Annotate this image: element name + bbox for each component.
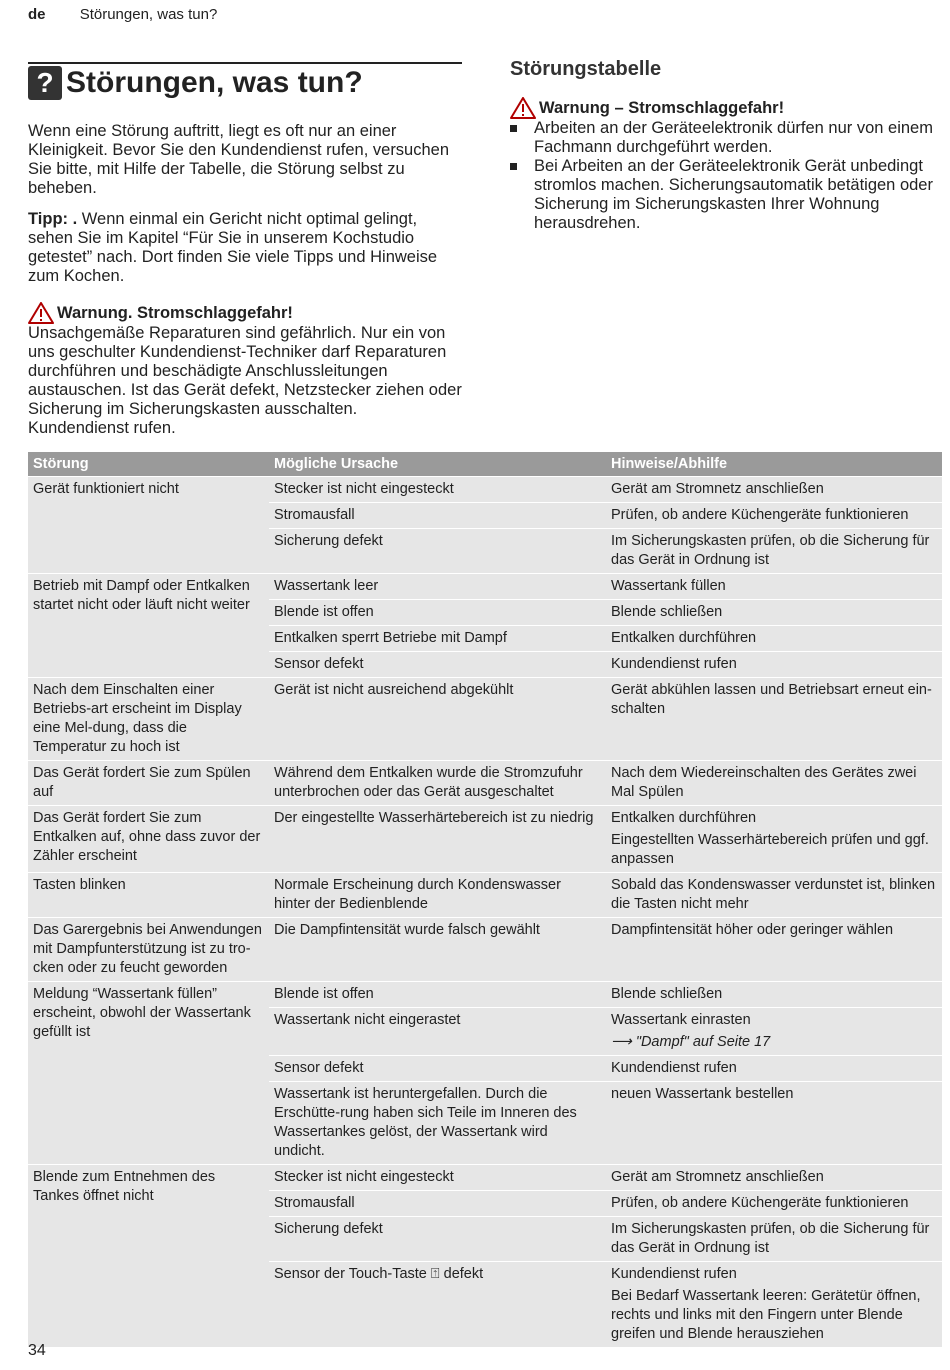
tip-text: Wenn einmal ein Gericht nicht optimal gelingt, sehen Sie im Kapitel “Für Sie in unserem Kochstudio getestet” nach. Dort finden Sie viele Tipps und Hinweise zum Kochen. [28,210,438,285]
table-row [269,918,942,943]
table-row [269,599,942,625]
remedy-cell [606,1217,942,1261]
cause-cell: Sensor der Touch-Taste ⍐ defekt [274,1266,484,1282]
remedy-line: Dampfintensität höher oder geringer wählen [611,922,894,938]
table-row [269,1055,942,1081]
remedy-line: Eingestellten Wasserhärtebereich prüfen und ggf. anpassen [611,832,929,867]
cause-cell: Blende ist offen [274,604,374,620]
warning-icon [510,97,536,119]
table-row-group [28,1164,942,1347]
table-row [269,502,942,528]
cause-remedy-list [269,1165,942,1347]
cause-cell: Sicherung defekt [274,1221,383,1237]
fault-table [28,452,942,1347]
cause-remedy-list [269,574,942,677]
left-column [28,62,462,438]
table-row [269,625,942,651]
page-header [28,6,217,23]
right-warning-heading [510,97,940,119]
fault-cell: Betrieb mit Dampf oder Entkalken startet nicht oder läuft nicht weiter [33,578,250,613]
table-row [269,477,942,502]
remedy-cell [606,529,942,573]
intro-text: Wenn eine Störung auftritt, liegt es oft nur an einer Kleinigkeit. Bevor Sie den Kundendienst rufen, versuchen Sie bitte, mit Hilfe der Tabelle, die Störung selbst zu beheben. [28,122,450,197]
table-row-group [28,573,942,677]
cause-cell: Gerät ist nicht ausreichend abgekühlt [274,682,514,698]
remedy-line: Im Sicherungskasten prüfen, ob die Sicherung für das Gerät in Ordnung ist [611,1221,930,1256]
table-row-group [28,917,942,981]
remedy-cell [606,1056,942,1081]
remedy-cell [606,574,942,599]
cause-cell: Normale Erscheinung durch Kondenswasser hinter der Bedienblende [274,877,561,912]
remedy-line: Bei Bedarf Wassertank leeren: Gerätetür öffnen, rechts und links mit den Fingern unter Blende greifen und Blende herausziehen [611,1288,921,1342]
cause-cell: Blende ist offen [274,986,374,1002]
remedy-line: Gerät am Stromnetz anschließen [611,1169,824,1185]
remedy-line: Im Sicherungskasten prüfen, ob die Sicherung für das Gerät in Ordnung ist [611,533,930,568]
remedy-cell [606,600,942,625]
right-column [510,58,940,233]
table-row [269,982,942,1007]
warning-bullets [510,119,940,233]
language-tag: de [28,6,46,23]
fault-cell: Meldung “Wassertank füllen” erscheint, obwohl der Wassertank gefüllt ist [33,986,251,1040]
table-section-title: Störungstabelle [510,58,662,80]
table-row [269,651,942,677]
remedy-line: Blende schließen [611,986,723,1002]
bullet-item: Bei Arbeiten an der Geräteelektronik Gerät unbedingt stromlos machen. Sicherungsautomatik betätigen oder Sicherung im Sicherungskasten Ihrer Wohnung herausdrehen. [510,157,940,233]
header-fault: Störung [33,455,89,472]
warning-text: Unsachgemäße Reparaturen sind gefährlich. Nur ein von uns geschulter Kundendienst-Techniker darf Reparaturen durchführen und beschädigte Anschlussleitungen austauschen. Ist das Gerät defekt, Netzstecker ziehen oder Sicherung im Sicherungskasten ausschalten. Kundendienst rufen. [28,324,462,437]
table-row [269,528,942,573]
table-row [269,1165,942,1190]
page-title: Störungen, was tun? [66,66,363,99]
remedy-line: Entkalken durchführen [611,630,757,646]
table-body [28,476,942,1347]
warning-heading [28,302,462,324]
fault-cell: Das Garergebnis bei Anwendungen mit Dampfunterstützung ist zu tro-cken oder zu feucht geworden [33,922,262,976]
table-row [269,1216,942,1261]
remedy-cell [606,1082,942,1164]
remedy-line: Prüfen, ob andere Küchengeräte funktionieren [611,507,909,523]
fault-cell: Blende zum Entnehmen des Tankes öffnet nicht [33,1169,216,1204]
table-row-group [28,677,942,760]
table-row [269,1081,942,1164]
page-reference-link[interactable]: ⟶ "Dampf" auf Seite 17 [611,1034,771,1050]
remedy-line: Blende schließen [611,604,723,620]
table-row-group [28,872,942,917]
remedy-line: Gerät am Stromnetz anschließen [611,481,824,497]
cause-cell: Wassertank leer [274,578,379,594]
table-row [269,806,942,872]
remedy-cell [606,761,942,805]
fault-cell: Gerät funktioniert nicht [33,481,179,497]
right-warning-title: Warnung – Stromschlaggefahr! [539,98,785,117]
warning-block [28,302,462,438]
cause-remedy-list [269,761,942,805]
remedy-line: Sobald das Kondenswasser verdunstet ist, blinken die Tasten nicht mehr [611,877,936,912]
cause-cell: Stecker ist nicht eingesteckt [274,481,454,497]
table-row [269,574,942,599]
page-number: 34 [28,1342,46,1359]
question-icon: ? [28,66,62,100]
fault-cell: Das Gerät fordert Sie zum Spülen auf [33,765,251,800]
header-remedy: Hinweise/Abhilfe [611,455,728,472]
remedy-line: Entkalken durchführen [611,810,757,826]
cause-cell: Stromausfall [274,1195,355,1211]
remedy-cell [606,503,942,528]
header-cause: Mögliche Ursache [274,455,399,472]
cause-cell: Während dem Entkalken wurde die Stromzufuhr unterbrochen oder das Gerät ausgeschaltet [274,765,583,800]
cause-remedy-list [269,918,942,981]
cause-cell: Die Dampfintensität wurde falsch gewählt [274,922,540,938]
remedy-line: Wassertank einrasten [611,1012,751,1028]
remedy-line: Nach dem Wiedereinschalten des Gerätes zwei Mal Spülen [611,765,917,800]
remedy-line: Kundendienst rufen [611,1266,737,1282]
remedy-line: Wassertank füllen [611,578,726,594]
remedy-line: Kundendienst rufen [611,656,737,672]
cause-remedy-list [269,873,942,917]
title-rule [28,62,462,64]
remedy-cell [606,626,942,651]
cause-cell: Sensor defekt [274,1060,364,1076]
remedy-line: Prüfen, ob andere Küchengeräte funktionieren [611,1195,909,1211]
bullet-item: Arbeiten an der Geräteelektronik dürfen nur von einem Fachmann durchgeführt werden. [510,119,940,157]
cause-cell: Entkalken sperrt Betriebe mit Dampf [274,630,507,646]
remedy-cell [606,1165,942,1190]
table-row-group [28,760,942,805]
remedy-cell [606,873,942,917]
tip-paragraph [28,210,462,286]
table-row [269,678,942,722]
fault-cell: Tasten blinken [33,877,126,893]
cause-cell: Wassertank ist heruntergefallen. Durch die Erschütte-rung haben sich Teile im Inneren des Wassertankes gelöst, der Wassertank wird undicht. [274,1086,577,1159]
remedy-cell [606,1008,942,1055]
remedy-cell [606,806,942,872]
table-row-group [28,981,942,1164]
cause-remedy-list [269,982,942,1164]
remedy-line: Kundendienst rufen [611,1060,737,1076]
remedy-line: Gerät abkühlen lassen und Betriebsart erneut ein-schalten [611,682,932,717]
fault-cell: Nach dem Einschalten einer Betriebs-art erscheint im Display eine Mel-dung, dass die Temperatur zu hoch ist [33,682,242,755]
remedy-cell [606,652,942,677]
cause-cell: Sensor defekt [274,656,364,672]
title-row [28,66,462,100]
remedy-cell [606,678,942,722]
cause-cell: Stecker ist nicht eingesteckt [274,1169,454,1185]
table-header-row [28,452,942,476]
table-row [269,873,942,917]
warning-icon [28,302,54,324]
tip-label: Tipp: . [28,210,78,228]
table-row-group [28,476,942,573]
fault-cell: Das Gerät fordert Sie zum Entkalken auf, ohne dass zuvor der Zähler erscheint [33,810,261,864]
remedy-line: neuen Wassertank bestellen [611,1086,794,1102]
cause-cell: Stromausfall [274,507,355,523]
cause-remedy-list [269,477,942,573]
cause-cell: Wassertank nicht eingerastet [274,1012,461,1028]
cause-remedy-list [269,678,942,760]
table-row [269,1007,942,1055]
warning-title: Warnung. Stromschlaggefahr! [57,303,293,322]
table-row-group [28,805,942,872]
remedy-cell [606,477,942,502]
section-title: Störungen, was tun? [79,6,218,23]
table-row [269,1261,942,1347]
table-row [269,761,942,805]
remedy-cell [606,1262,942,1347]
remedy-cell [606,982,942,1007]
cause-cell: Der eingestellte Wasserhärtebereich ist zu niedrig [274,810,594,826]
cause-cell: Sicherung defekt [274,533,383,549]
remedy-cell [606,918,942,943]
cause-remedy-list [269,806,942,872]
remedy-cell [606,1191,942,1216]
table-row [269,1190,942,1216]
